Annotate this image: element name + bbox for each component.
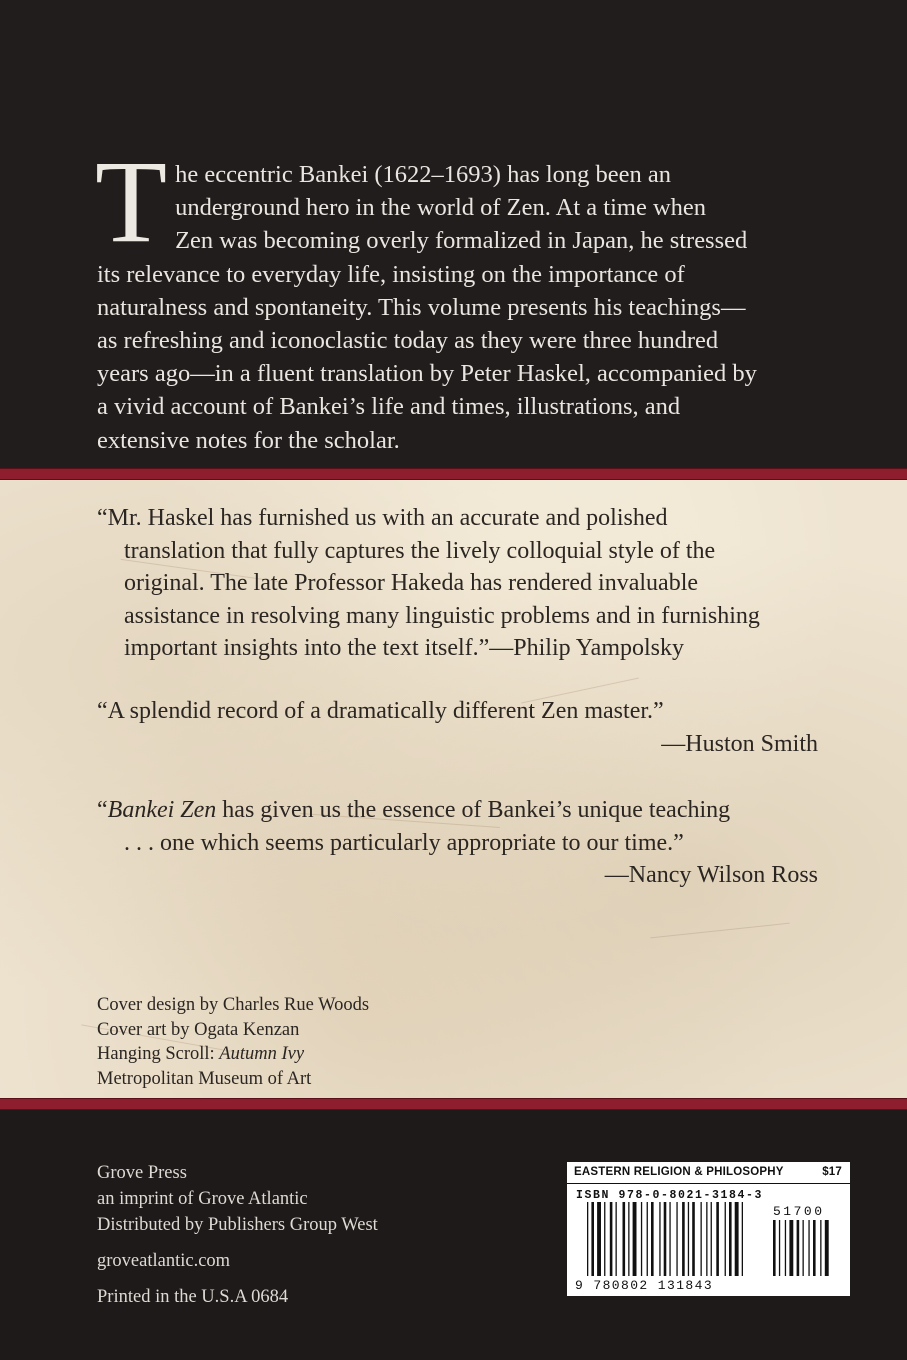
quote-ross — [97, 794, 818, 892]
publisher-website: groveatlantic.com — [97, 1251, 231, 1271]
barcode-bar — [641, 1202, 642, 1276]
blurb-line: years ago—in a fluent translation by Peter Haskel, accompanied by — [97, 360, 757, 388]
quote-attribution: —Nancy Wilson Ross — [604, 862, 818, 888]
barcode-bar — [701, 1202, 702, 1276]
quote-line — [97, 794, 818, 827]
blurb-line: Zen was becoming overly formalized in Japan, he stressed — [175, 227, 748, 255]
barcode-bar — [616, 1202, 617, 1276]
publisher-imprint: an imprint of Grove Atlantic — [97, 1189, 308, 1209]
book-title: Bankei Zen — [107, 797, 217, 823]
credit-scroll-prefix: Hanging Scroll: — [97, 1044, 220, 1064]
quote-line: important insights into the text itself.”—Philip Yampolsky — [124, 635, 685, 661]
barcode-bar — [587, 1202, 588, 1276]
blurb-line: a vivid account of Bankei’s life and times, illustrations, and — [97, 393, 681, 421]
barcode-bar — [610, 1202, 613, 1276]
barcode-graphic — [567, 1162, 850, 1296]
top-red-rule — [0, 468, 907, 480]
credit-scroll — [97, 1042, 369, 1067]
credit-art: Cover art by Ogata Kenzan — [97, 1019, 300, 1040]
blurb-line: he eccentric Bankei (1622–1693) has long been an — [175, 161, 672, 188]
barcode-bar — [725, 1202, 726, 1276]
blurb-line: its relevance to everyday life, insisting on the importance of — [97, 260, 685, 288]
quote-yampolsky — [97, 502, 857, 665]
blurb-text — [95, 136, 837, 457]
barcode-addon-bar — [773, 1220, 776, 1276]
barcode-addon-bar — [785, 1220, 786, 1276]
publisher-info — [97, 1160, 378, 1310]
barcode-addon-bar — [803, 1220, 804, 1276]
barcode-addon-bar — [813, 1220, 816, 1276]
barcode-bar — [623, 1202, 626, 1276]
barcode-bar — [604, 1202, 605, 1276]
barcode-box — [567, 1162, 850, 1296]
quote-text: has given us the essence of Bankei’s unique teaching — [216, 797, 731, 823]
barcode-bar — [664, 1202, 667, 1276]
barcode-bar — [633, 1202, 637, 1276]
barcode-bar — [706, 1202, 707, 1276]
barcode-bar — [651, 1202, 654, 1276]
quote-line: “A splendid record of a dramatically different Zen master.” — [97, 698, 664, 724]
quote-line: original. The late Professor Hakeda has rendered invaluable — [124, 570, 699, 596]
price: $17 — [822, 1166, 842, 1178]
barcode-bar — [591, 1202, 594, 1276]
barcode-bar — [628, 1202, 629, 1276]
barcode-addon-bar — [820, 1220, 821, 1276]
barcode-bar — [688, 1202, 689, 1276]
publisher-name: Grove Press — [97, 1163, 187, 1183]
credit-museum: Metropolitan Museum of Art — [97, 1068, 312, 1089]
barcode-addon-bar — [789, 1220, 793, 1276]
printed-in: Printed in the U.S.A 0684 — [97, 1287, 289, 1307]
barcode-bar — [669, 1202, 670, 1276]
quote-attribution: —Huston Smith — [661, 730, 818, 757]
quote-line: “Mr. Haskel has furnished us with an accurate and polished — [97, 505, 668, 531]
barcode-addon-bar — [797, 1220, 800, 1276]
quote-line: . . . one which seems particularly appropriate to our time.” — [124, 829, 684, 856]
barcode-addon-bar — [825, 1220, 829, 1276]
blurb-line: as refreshing and iconoclastic today as they were three hundred — [97, 327, 719, 355]
open-quote-mark: “ — [97, 797, 108, 823]
barcode-bar — [647, 1202, 648, 1276]
quote-smith — [97, 695, 818, 760]
blurb-line: extensive notes for the scholar. — [97, 426, 400, 454]
blurb-line: naturalness and spontaneity. This volume presents his teachings— — [97, 293, 746, 321]
barcode-addon-bar — [808, 1220, 809, 1276]
barcode-addon-digits: 51700 — [773, 1204, 825, 1219]
quote-line: translation that fully captures the lively colloquial style of the — [124, 537, 716, 564]
publisher-distributor: Distributed by Publishers Group West — [97, 1215, 378, 1235]
credit-design: Cover design by Charles Rue Woods — [97, 995, 370, 1015]
barcode-bar — [676, 1202, 677, 1276]
bottom-red-rule — [0, 1098, 907, 1110]
barcode-bar — [742, 1202, 743, 1276]
drop-cap: T — [95, 136, 168, 267]
barcode-bar — [729, 1202, 732, 1276]
isbn-text: ISBN 978-0-8021-3184-3 — [576, 1189, 764, 1202]
cover-credits — [97, 993, 369, 1091]
blurb-line: underground hero in the world of Zen. At a time when — [175, 194, 707, 222]
credit-scroll-title: Autumn Ivy — [219, 1044, 305, 1064]
barcode-bar — [682, 1202, 685, 1276]
barcode-bar — [735, 1202, 739, 1276]
barcode-bar — [597, 1202, 601, 1276]
barcode-bar — [692, 1202, 695, 1276]
barcode-bar — [711, 1202, 712, 1276]
barcode-digits: 9 780802 131843 — [575, 1278, 714, 1293]
barcode-bar — [716, 1202, 719, 1276]
paper-fiber — [650, 923, 789, 939]
barcode-addon-bar — [779, 1220, 780, 1276]
quote-line: assistance in resolving many linguistic problems and in furnishing — [124, 602, 760, 629]
barcode-bar — [659, 1202, 660, 1276]
blurb-panel — [0, 0, 907, 468]
subject-category: EASTERN RELIGION & PHILOSOPHY — [574, 1166, 784, 1178]
